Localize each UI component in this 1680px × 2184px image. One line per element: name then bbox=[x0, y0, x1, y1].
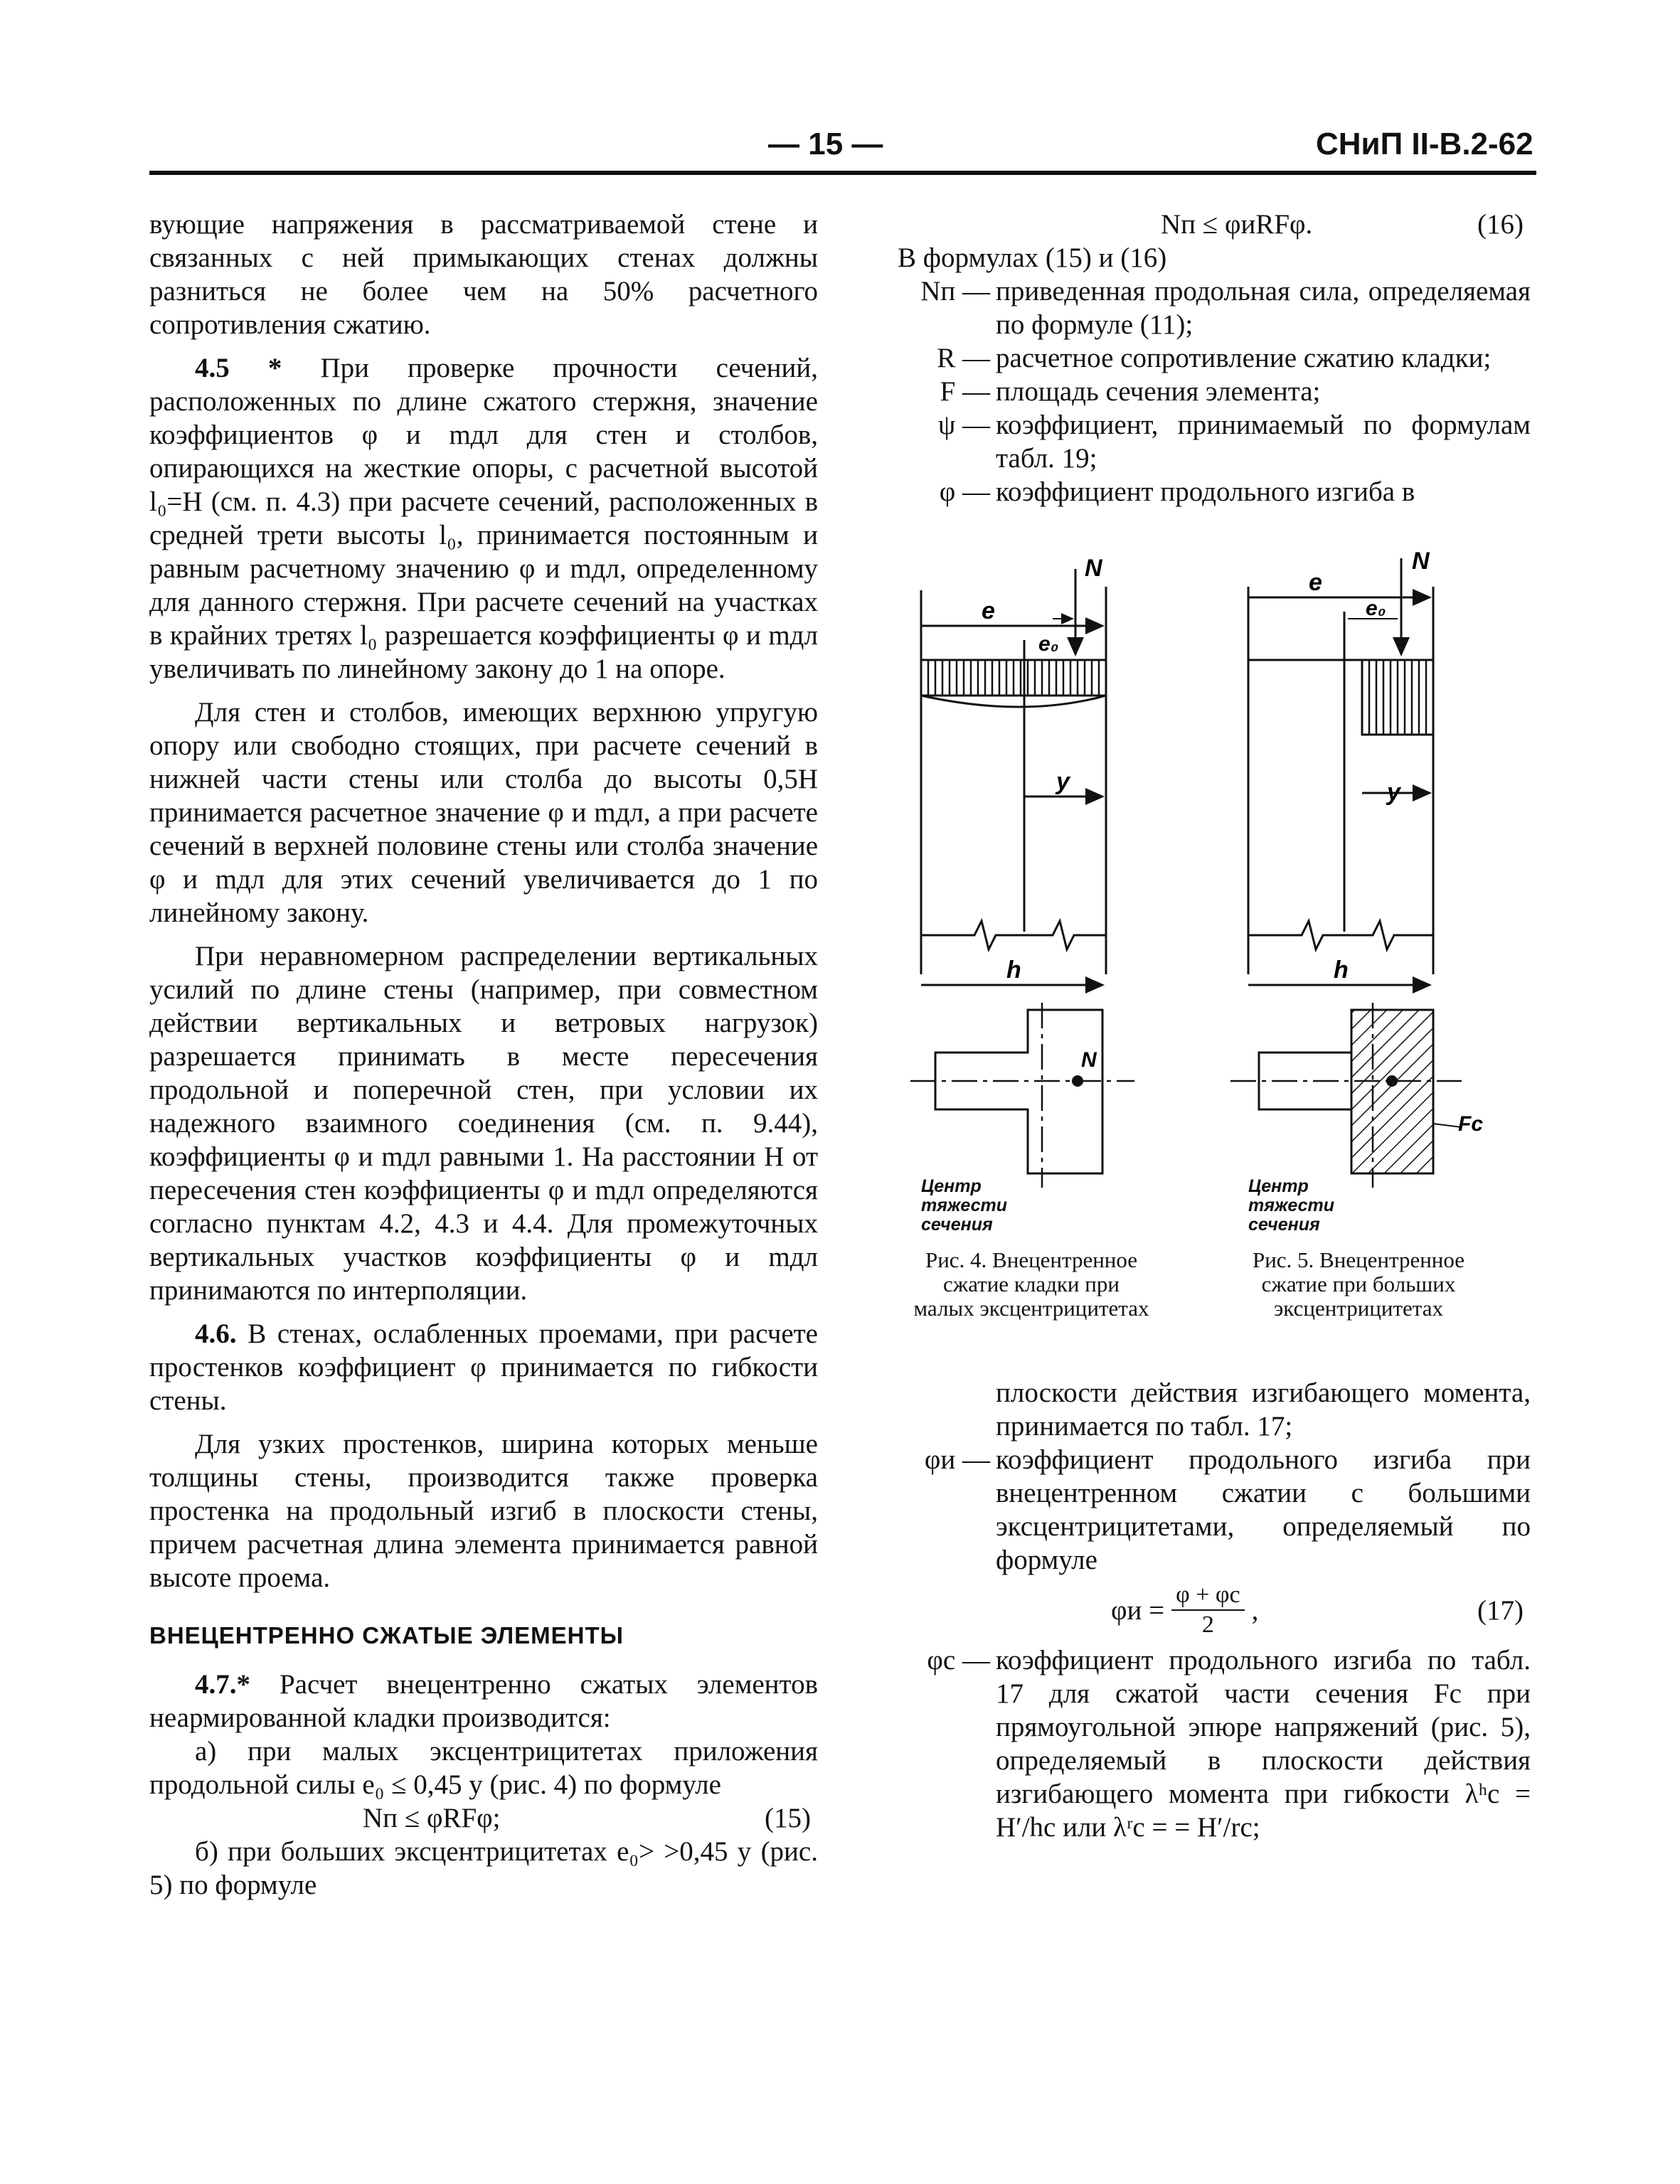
formula-expression: Nп ≤ φRFφ; bbox=[363, 1803, 501, 1833]
formula-17: φи = φ + φс 2 , (17) bbox=[898, 1581, 1531, 1639]
fig5-label-y: y bbox=[1387, 779, 1400, 806]
fig5-elevation bbox=[1248, 548, 1433, 985]
definition-symbol: φс — bbox=[927, 1645, 990, 1676]
fig5-label-e: e bbox=[1309, 569, 1322, 596]
figures bbox=[910, 548, 1551, 1365]
paragraph-4-5 bbox=[149, 351, 818, 686]
fig5-center-label: Центр тяжести сечения bbox=[1248, 1176, 1334, 1235]
paragraph-4-6 bbox=[149, 1317, 818, 1417]
clause-text: В стенах, ослабленных проемами, при расчете простенков коэффициент φ принимается по гибкости стены. bbox=[149, 1319, 818, 1416]
clause-label: 4.5 * bbox=[195, 353, 282, 383]
fig5-label-e0: e₀ bbox=[1366, 597, 1386, 620]
fig5-label-h: h bbox=[1334, 957, 1349, 984]
formula-expression: Nп ≤ φиRFφ. bbox=[1161, 209, 1313, 240]
fig4-plan-label-N: N bbox=[1081, 1048, 1097, 1072]
definition-row bbox=[898, 275, 1531, 341]
formula-15 bbox=[149, 1801, 818, 1835]
clause-label: 4.7.* bbox=[195, 1669, 250, 1700]
intro: В формулах (15) и (16) bbox=[898, 243, 1167, 273]
paragraph: Для узких простенков, ширина которых меньше толщины стены, производится также проверка простенка на продольный изгиб в плоскости стены, причем расчетная длина элемента принимается равной высоте проема. bbox=[149, 1429, 818, 1593]
paragraph: При неравномерном распределении вертикальных усилий по длине стены (например, при совместном действии вертикальных и ветровых нагрузок) разрешается принимать в месте пересечения продольной и поперечной стен, при условии их надежного взаимного соединения (см. п. 9.44), коэффициенты φ и mдл равными 1. На расстоянии H от пересечения стен коэффициенты φ и mдл определяются согласно пунктам 4.2, 4.3 и 4.4. Для промежуточных вертикальных участков коэффициенты φ и mдл принимаются по интерполяции. bbox=[149, 941, 818, 1306]
left-column bbox=[149, 208, 818, 1902]
fig4-caption: Рис. 4. Внецентренное сжатие кладки при малых эксцентрицитетах bbox=[913, 1247, 1149, 1321]
definition-text: коэффициент продольного изгиба в bbox=[996, 476, 1415, 507]
paragraph: б) при больших эксцентрицитетах e₀> >0,45 y (рис. 5) по формуле bbox=[149, 1836, 818, 1900]
fig4-label-y: y bbox=[1056, 768, 1070, 795]
definition-text: коэффициент продольного изгиба при внецентренном сжатии с большими эксцентрицитетами, определяемый по формуле bbox=[996, 1444, 1531, 1575]
definition-text: плоскости действия изгибающего момента, принимается по табл. 17; bbox=[996, 1378, 1531, 1442]
definition-text: коэффициент продольного изгиба по табл. 17 для сжатой части сечения Fс при прямоугольной эпюре напряжений (рис. 5), определяемый в плоскости действия изгибающего момента при гибкости λʰс = H′/hс или λʳс = = H′/rс; bbox=[996, 1645, 1531, 1843]
formula-number: (15) bbox=[765, 1803, 811, 1833]
fig5-caption: Рис. 5. Внецентренное сжатие при больших эксцентрицитетах bbox=[1252, 1247, 1465, 1321]
paragraph: а) при малых эксцентрицитетах приложения продольной силы e₀ ≤ 0,45 y (рис. 4) по формуле bbox=[149, 1736, 818, 1800]
formula-number: (16) bbox=[1477, 209, 1524, 240]
fig4-label-e0: e₀ bbox=[1038, 632, 1059, 656]
fig4-label-h: h bbox=[1006, 957, 1021, 984]
fig5-plan bbox=[1230, 1003, 1483, 1188]
right-column-top bbox=[898, 208, 1531, 508]
fig5-plan-label-Fc: Fc bbox=[1458, 1112, 1484, 1136]
formula-16 bbox=[898, 208, 1531, 241]
definition-text: коэффициент, принимаемый по формулам табл. 19; bbox=[996, 410, 1531, 474]
definition-text: приведенная продольная сила, определяемая по формуле (11); bbox=[996, 276, 1531, 340]
definition-row bbox=[898, 341, 1531, 375]
right-column-bottom bbox=[898, 1376, 1531, 1844]
header-rule bbox=[149, 171, 1536, 175]
fig4-plan bbox=[910, 1003, 1134, 1188]
fig4-center-label: Центр тяжести сечения bbox=[921, 1176, 1007, 1235]
definition-text: расчетное сопротивление сжатию кладки; bbox=[996, 343, 1492, 373]
definition-row bbox=[898, 475, 1531, 508]
paragraph: вующие напряжения в рассматриваемой стене и связанных с ней примыкающих стенах должны разниться не более чем на 50% расчетного сопротивления сжатию. bbox=[149, 209, 818, 340]
formula-numerator: φ + φс bbox=[1171, 1581, 1245, 1611]
doc-code: СНиП II-В.2-62 bbox=[1316, 127, 1533, 161]
fig4-label-e: e bbox=[982, 597, 995, 624]
fig4-elevation bbox=[921, 555, 1106, 985]
formula-number: (17) bbox=[1477, 1594, 1524, 1626]
paragraph: Для стен и столбов, имеющих верхнюю упругую опору или свободно стоящих, при расчете сечений в нижней части стены или столба до высоты 0,5H принимается расчетное значение φ и mдл, а при расчете сечений в верхней половине стены или столба значение φ и mдл для этих сечений увеличивается до 1 по линейному закону. bbox=[149, 697, 818, 928]
formula-denominator: 2 bbox=[1201, 1612, 1214, 1638]
definition-phi-c bbox=[898, 1644, 1531, 1844]
formula-lhs: φи = bbox=[1111, 1594, 1165, 1626]
definition-text: площадь сечения элемента; bbox=[996, 376, 1321, 407]
section-heading: ВНЕЦЕНТРЕННО СЖАТЫЕ ЭЛЕМЕНТЫ bbox=[149, 1622, 624, 1648]
definition-symbol: R — bbox=[937, 343, 990, 373]
clause-label: 4.6. bbox=[195, 1319, 237, 1349]
definition-symbol: φи — bbox=[924, 1444, 990, 1475]
definition-list bbox=[898, 275, 1531, 508]
definition-row bbox=[898, 375, 1531, 408]
definition-row bbox=[898, 408, 1531, 475]
fig5-label-N: N bbox=[1412, 548, 1430, 575]
definition-symbol: φ — bbox=[939, 476, 990, 507]
definition-continuation bbox=[898, 1376, 1531, 1577]
paragraph-4-7 bbox=[149, 1668, 818, 1735]
clause-text: Расчет внецентренно сжатых элементов неармированной кладки производится: bbox=[149, 1669, 818, 1733]
definition-symbol: F — bbox=[940, 376, 990, 407]
fig4-label-N: N bbox=[1085, 555, 1102, 582]
page-number: — 15 — bbox=[768, 127, 883, 161]
definition-symbol: Nп — bbox=[920, 276, 990, 307]
definition-symbol: ψ — bbox=[937, 410, 990, 440]
clause-text: При проверке прочности сечений, расположенных по длине сжатого стержня, значение коэффициентов φ и mдл для стен и столбов, опирающихся на жесткие опоры, с расчетной высотой l₀=H (см. п. 4.3) при расчете сечений, расположенных в средней трети высоты l₀, принимается постоянным и равным расчетному значению φ и mдл, определенному для данного стержня. При расчете сечений на участках в крайних третях l₀ разрешается коэффициенты φ и mдл увеличивать по линейному закону до 1 на опоре. bbox=[149, 353, 819, 684]
